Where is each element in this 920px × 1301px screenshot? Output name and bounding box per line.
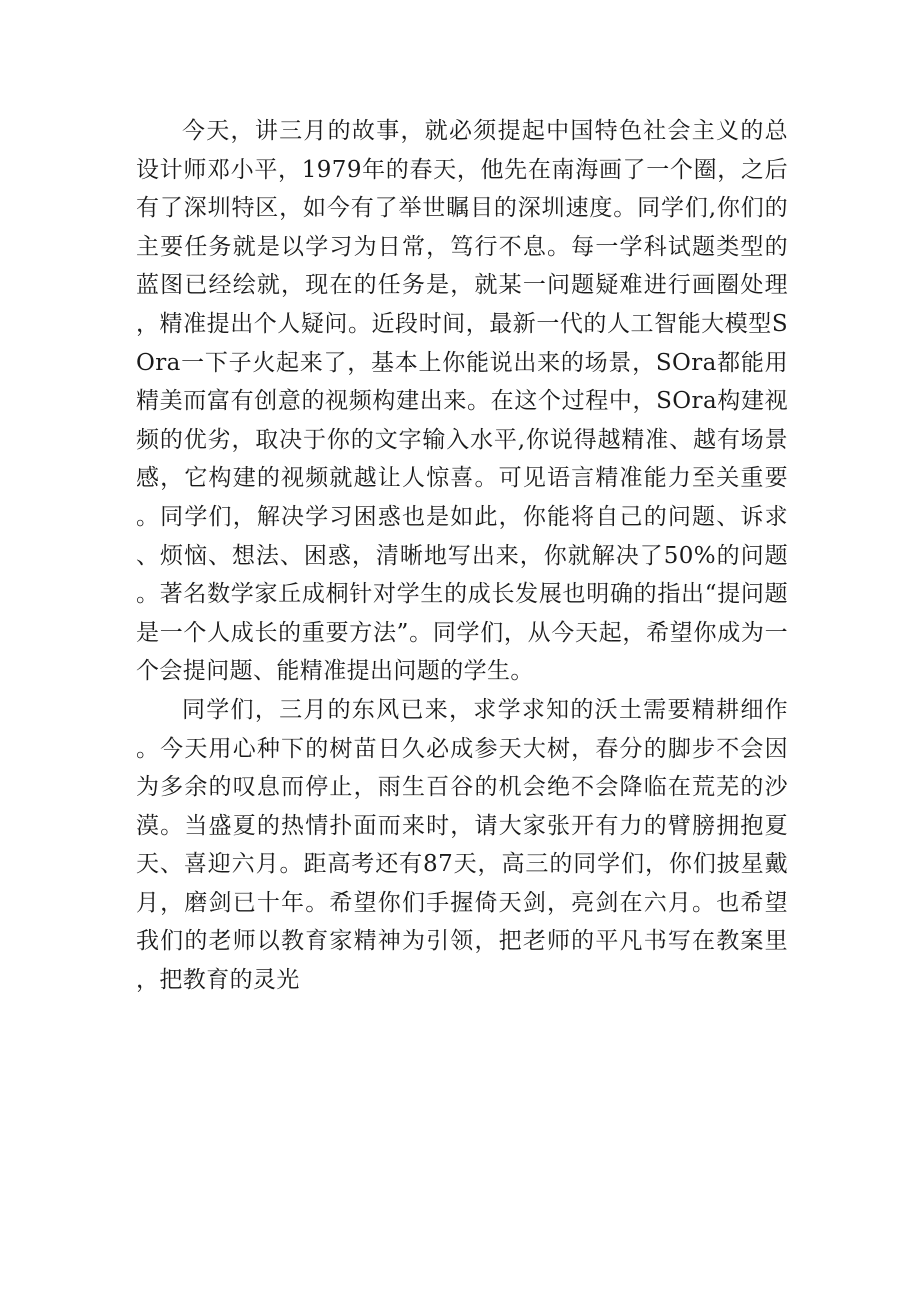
paragraph-2: 同学们，三月的东风已来，求学求知的沃土需要精耕细作。今天用心种下的树苗日久必成参天大树，春分的脚步不会因为多余的叹息而停止，雨生百谷的机会绝不会降临在荒芜的沙漠。当盛夏的热情扑面而来时，请大家张开有力的臂膀拥抱夏天、喜迎六月。距高考还有87天，高三的同学们，你们披星戴月，磨剑已十年。希望你们手握倚天剑，亮剑在六月。也希望我们的老师以教育家精神为引领，把老师的平凡书写在教案里，把教育的灵光 <box>136 696 788 994</box>
document-body <box>136 112 788 1000</box>
paragraph-1: 今天，讲三月的故事，就必须提起中国特色社会主义的总设计师邓小平，1979年的春天，他先在南海画了一个圈，之后有了深圳特区，如今有了举世瞩目的深圳速度。同学们,你们的主要任务就是以学习为日常，笃行不息。每一学科试题类型的蓝图已经绘就，现在的任务是，就某一问题疑难进行画圈处理，精准提出个人疑问。近段时间，最新一代的人工智能大模型SOra一下子火起来了，基本上你能说出来的场景，SOra都能用精美而富有创意的视频构建出来。在这个过程中，SOra构建视频的优劣，取决于你的文字输入水平,你说得越精准、越有场景感，它构建的视频就越让人惊喜。可见语言精准能力至关重要。同学们，解决学习困惑也是如此，你能将自己的问题、诉求、烦恼、想法、困惑，清晰地写出来，你就解决了50%的问题。著名数学家丘成桐针对学生的成长发展也明确的指出“提问题是一个人成长的重要方法”。同学们，从今天起，希望你成为一个会提问题、能精准提出问题的学生。 <box>136 118 788 685</box>
